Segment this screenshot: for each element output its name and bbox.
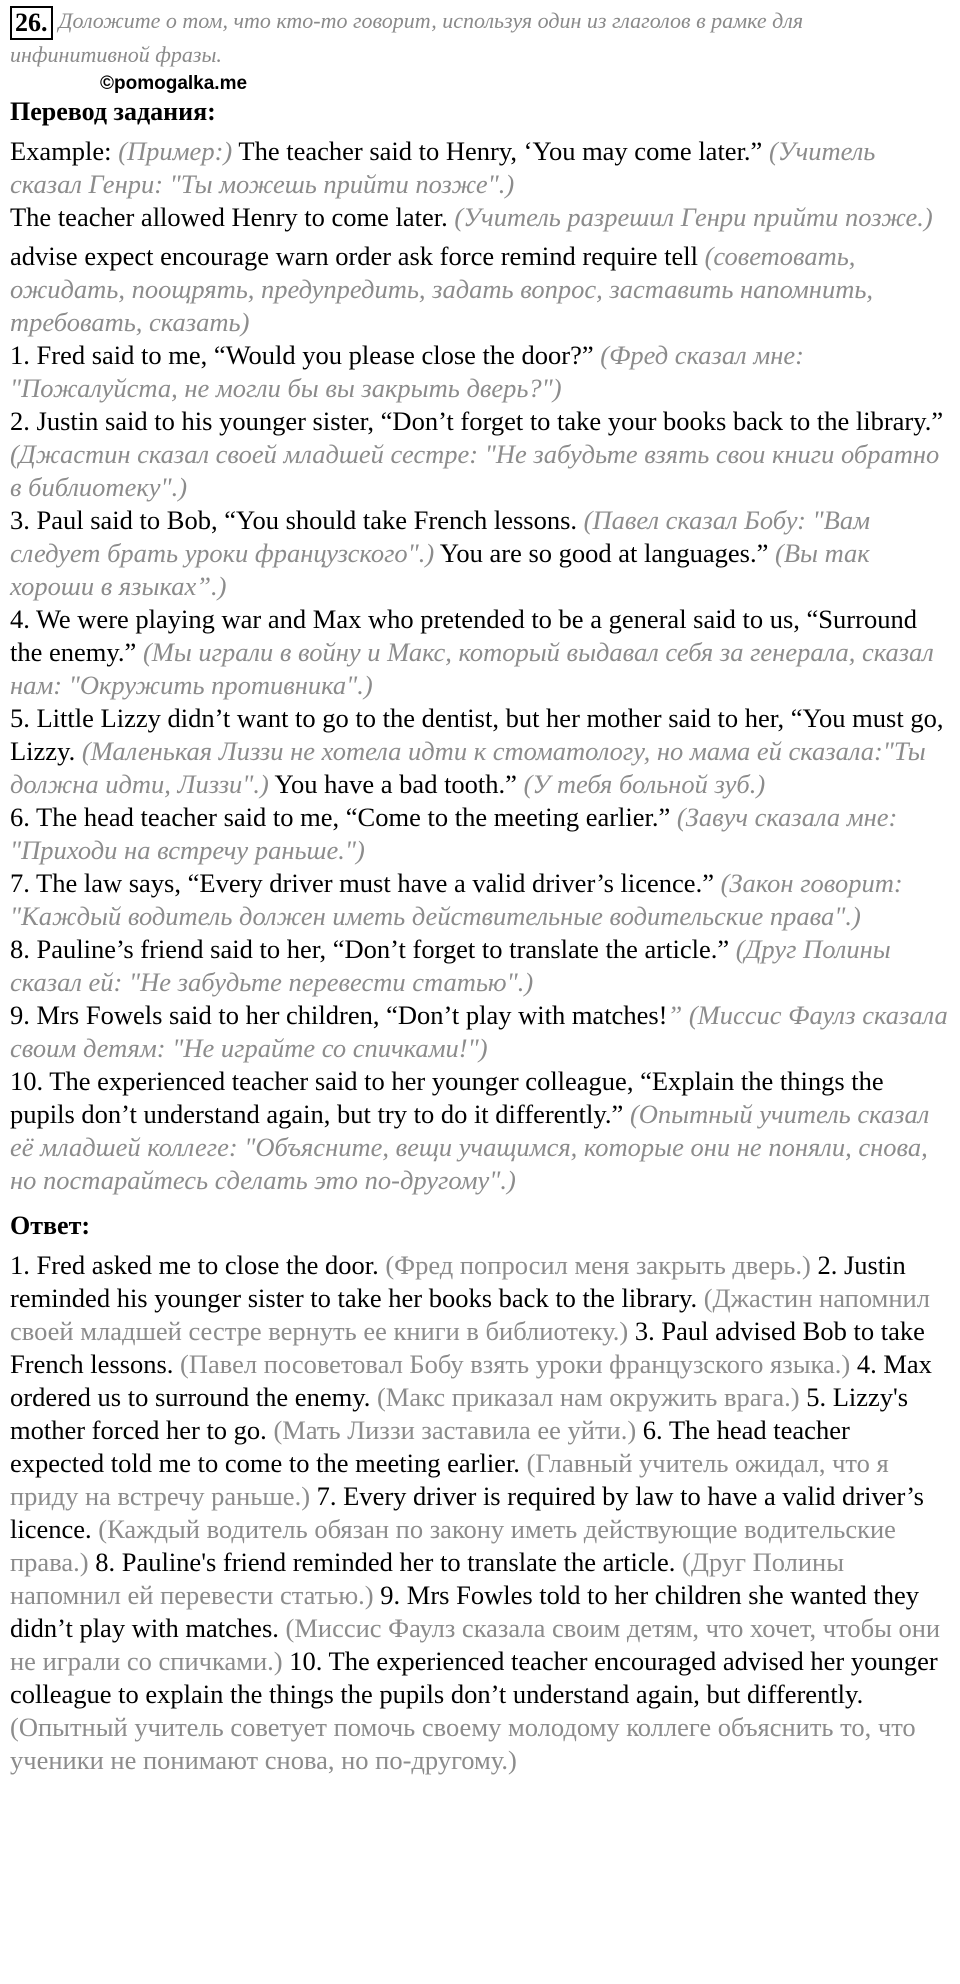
item-text-continued: You are so good at languages.” [439, 538, 769, 568]
exercise-item [10, 405, 948, 504]
answer-item: 8. Pauline's friend reminded her to translate the article. [95, 1547, 676, 1577]
exercise-item [10, 339, 948, 405]
answer-translation: (Джастин напомнил своей младшей сестре вернуть ее книги в библиотеку.) [10, 1283, 930, 1346]
item-text: 5. Little Lizzy didn’t want to go to the dentist, but her mother said to her, “You must go, Lizzy. [10, 703, 944, 766]
item-translation: ” (Миссис Фаулз сказала своим детям: "Не играйте со спичками!") [10, 1000, 948, 1063]
example-label-ru: (Пример:) [118, 136, 233, 166]
example-text-ru: (Учитель сказал Генри: "Ты можешь прийти позже".) [10, 136, 876, 199]
verb-list: advise expect encourage warn order ask force remind require tell [10, 241, 698, 271]
item-translation: (Фред сказал мне: "Пожалуйста, не могли бы вы закрыть дверь?") [10, 340, 804, 403]
item-text: 10. The experienced teacher said to her younger colleague, “Explain the things the pupils don’t understand again, but try to do it differently.” [10, 1066, 884, 1129]
answer-translation: (Каждый водитель обязан по закону иметь действующие водительские права.) [10, 1514, 896, 1577]
example-text: The teacher said to Henry, ‘You may come later.” [238, 136, 763, 166]
answer-text [10, 1249, 948, 1777]
answer-item: 10. The experienced teacher encouraged advised her younger colleague to explain the things the pupils don’t understand again, but differently. [10, 1646, 938, 1709]
item-text: 6. The head teacher said to me, “Come to the meeting earlier.” [10, 802, 671, 832]
answer-translation: (Миссис Фаулз сказала своим детям, что хочет, чтобы они не играли со спичками.) [10, 1613, 941, 1676]
example-result [10, 201, 948, 234]
answer-item: 2. Justin reminded his younger sister to take her books back to the library. [10, 1250, 906, 1313]
watermark: ©pomogalka.me [100, 73, 248, 94]
item-text-continued: You have a bad tooth.” [274, 769, 517, 799]
exercise-item [10, 603, 948, 702]
item-text: 2. Justin said to his younger sister, “Don’t forget to take your books back to the library.” [10, 406, 944, 436]
example-result-ru: (Учитель разрешил Генри прийти позже.) [454, 202, 933, 232]
example-result-text: The teacher allowed Henry to come later. [10, 202, 448, 232]
item-text: 9. Mrs Fowels said to her children, “Don’t play with matches! [10, 1000, 668, 1030]
exercise-item [10, 504, 948, 603]
item-translation: (Мы играли в войну и Макс, который выдавал себя за генерала, сказал нам: "Окружить противника".) [10, 637, 934, 700]
item-translation: (Друг Полины сказал ей: "Не забудьте перевести статью".) [10, 934, 891, 997]
answer-item: 7. Every driver is required by law to have a valid driver’s licence. [10, 1481, 924, 1544]
exercise-list [10, 339, 948, 1197]
translation-title: Перевод задания: [10, 97, 216, 126]
answer-translation: (Мать Лиззи заставила ее уйти.) [273, 1415, 637, 1445]
item-translation: (Завуч сказала мне: "Приходи на встречу раньше.") [10, 802, 898, 865]
item-translation: (Маленькая Лиззи не хотела идти к стоматологу, но мама ей сказала:"Ты должна идти, Лиззи".) [10, 736, 926, 799]
task-instruction: Доложите о том, что кто-то говорит, используя один из глаголов в рамке для инфинитивной фразы. [10, 8, 804, 67]
answer-item: 5. Lizzy's mother forced her to go. [10, 1382, 909, 1445]
answer-translation: (Друг Полины напомнил ей перевести статью.) [10, 1547, 845, 1610]
exercise-item [10, 1065, 948, 1197]
exercise-item [10, 702, 948, 801]
item-text: 1. Fred said to me, “Would you please close the door?” [10, 340, 594, 370]
answer-translation: (Павел посоветовал Бобу взять уроки французского языка.) [180, 1349, 851, 1379]
answer-item: 9. Mrs Fowles told to her children she wanted they didn’t play with matches. [10, 1580, 919, 1643]
item-text: 3. Paul said to Bob, “You should take French lessons. [10, 505, 578, 535]
exercise-header [10, 6, 948, 94]
item-translation-continued: (Вы так хороши в языках”.) [10, 538, 870, 601]
item-text: 4. We were playing war and Max who pretended to be a general said to us, “Surround the enemy.” [10, 604, 917, 667]
item-translation: (Джастин сказал своей младшей сестре: "Не забудьте взять свои книги обратно в библиотеку".) [10, 439, 940, 502]
item-text: 7. The law says, “Every driver must have a valid driver’s licence.” [10, 868, 714, 898]
verb-box [10, 240, 948, 339]
example-sentence [10, 135, 948, 201]
answer-item: 1. Fred asked me to close the door. [10, 1250, 379, 1280]
item-text: 8. Pauline’s friend said to her, “Don’t forget to translate the article.” [10, 934, 730, 964]
item-translation: (Закон говорит: "Каждый водитель должен иметь действительные водительские права".) [10, 868, 903, 931]
example-label: Example: [10, 136, 112, 166]
answer-translation: (Фред попросил меня закрыть дверь.) [385, 1250, 811, 1280]
exercise-item [10, 801, 948, 867]
answer-translation: (Главный учитель ожидал, что я приду на встречу раньше.) [10, 1448, 889, 1511]
exercise-item [10, 933, 948, 999]
answer-title: Ответ: [10, 1211, 91, 1240]
item-translation: (Опытный учитель сказал её младшей коллеге: "Объясните, вещи учащимся, которые они не поняли, снова, но постарайтесь сделать это по-другому".) [10, 1099, 930, 1195]
exercise-item [10, 999, 948, 1065]
item-translation: (Павел сказал Бобу: "Вам следует брать уроки французского".) [10, 505, 871, 568]
answer-item: 3. Paul advised Bob to take French lessons. [10, 1316, 925, 1379]
answer-item: 6. The head teacher expected told me to come to the meeting earlier. [10, 1415, 850, 1478]
item-translation-continued: (У тебя больной зуб.) [523, 769, 766, 799]
verb-list-ru: (советовать, ожидать, поощрять, предупредить, задать вопрос, заставить напомнить, требовать, сказать) [10, 241, 874, 337]
exercise-item [10, 867, 948, 933]
answer-translation: (Макс приказал нам окружить врага.) [376, 1382, 800, 1412]
answer-translation: (Опытный учитель советует помочь своему молодому коллеге объяснить то, что ученики не понимают снова, но по-другому.) [10, 1712, 916, 1775]
answer-item: 4. Max ordered us to surround the enemy. [10, 1349, 932, 1412]
exercise-number: 26. [10, 6, 53, 40]
